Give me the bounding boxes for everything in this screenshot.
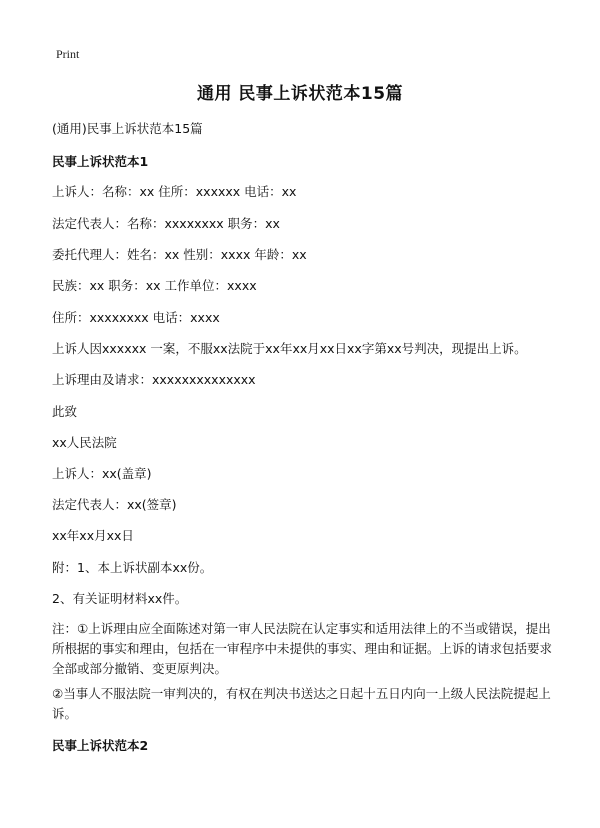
line-attachment-1: 附：1、本上诉状副本xx份。 (52, 560, 213, 575)
line-date: xx年xx月xx日 (52, 528, 134, 543)
line-appellant-seal: 上诉人：xx(盖章) (52, 466, 152, 481)
line-address: 住所：xxxxxxxx 电话：xxxx (52, 310, 220, 325)
line-rep-signature: 法定代表人：xx(签章) (52, 497, 177, 512)
line-case: 上诉人因xxxxxx 一案，不服xx法院于xx年xx月xx日xx字第xx号判决，现提出上诉。 (52, 341, 527, 356)
line-ethnicity: 民族：xx 职务：xx 工作单位：xxxx (52, 278, 257, 293)
line-salutation: 此致 (52, 404, 78, 419)
line-appellant: 上诉人：名称：xx 住所：xxxxxx 电话：xx (52, 184, 297, 199)
note-paragraph-2: ②当事人不服法院一审判决的，有权在判决书送达之日起十五日内向一上级人民法院提起上诉。 (52, 686, 551, 721)
section-heading-1: 民事上诉状范本1 (52, 154, 149, 169)
line-reasons: 上诉理由及请求：xxxxxxxxxxxxxx (52, 372, 256, 387)
line-attachment-2: 2、有关证明材料xx件。 (52, 591, 188, 606)
print-label[interactable]: Print (56, 47, 80, 61)
note-paragraph-1: 注：①上诉理由应全面陈述对第一审人民法院在认定事实和适用法律上的不当或错误，提出所根据的事实和理由，包括在一审程序中未提供的事实、理由和证据。上诉的请求包括要求全部或部分撤销、变更原判决。 (52, 621, 553, 676)
line-court: xx人民法院 (52, 435, 117, 450)
document-title: 通用 民事上诉状范本15篇 (196, 84, 404, 104)
section-heading-2: 民事上诉状范本2 (52, 738, 149, 753)
document-subtitle: (通用)民事上诉状范本15篇 (52, 121, 203, 136)
line-legal-rep: 法定代表人：名称：xxxxxxxx 职务：xx (52, 216, 280, 231)
line-agent: 委托代理人：姓名：xx 性别：xxxx 年龄：xx (52, 247, 307, 262)
